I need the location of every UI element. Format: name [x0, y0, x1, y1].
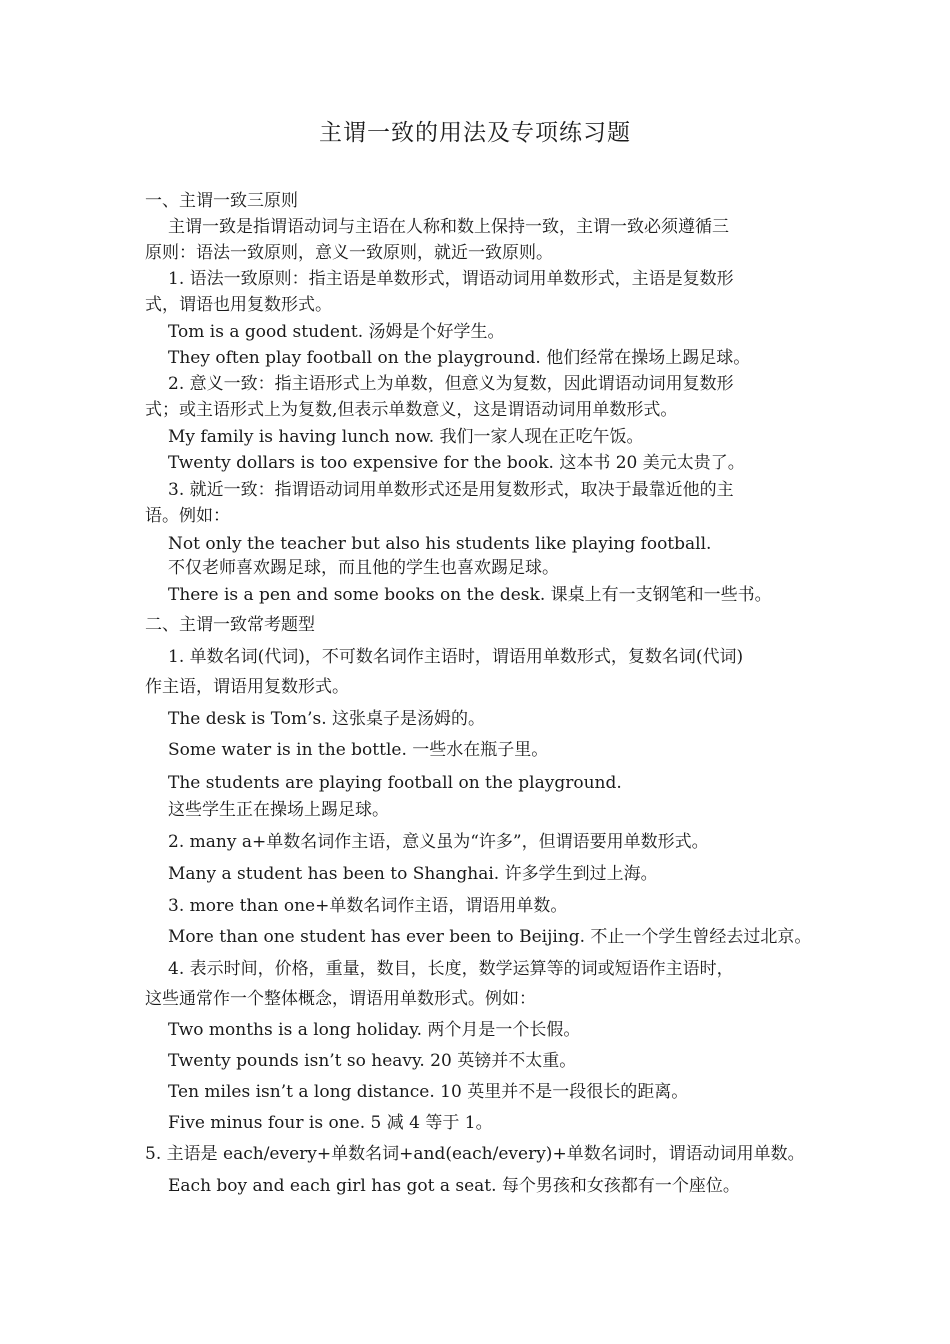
text-line: 主谓一致是指谓语动词与主语在人称和数上保持一致，主谓一致必须遵循三	[168, 217, 729, 237]
text-line: 原则：语法一致原则，意义一致原则，就近一致原则。	[145, 243, 553, 263]
text-line: 3. 就近一致：指谓语动词用单数形式还是用复数形式，取决于最靠近他的主	[168, 480, 734, 500]
section-heading-1: 一、主谓一致三原则	[145, 191, 298, 211]
text-line: 式；或主语形式上为复数,但表示单数意义，这是谓语动词用单数形式。	[145, 400, 678, 420]
section-heading-2: 二、主谓一致常考题型	[145, 615, 315, 635]
example-line: Many a student has been to Shanghai. 许多学生到过上海。	[168, 864, 658, 884]
example-line: They often play football on the playground. 他们经常在操场上踢足球。	[168, 348, 751, 368]
text-line: 2. 意义一致：指主语形式上为单数，但意义为复数，因此谓语动词用复数形	[168, 374, 734, 394]
example-line: Some water is in the bottle. 一些水在瓶子里。	[168, 740, 549, 760]
text-line: 这些通常作一个整体概念，谓语用单数形式。例如：	[145, 989, 536, 1009]
example-line: There is a pen and some books on the desk. 课桌上有一支钢笔和一些书。	[168, 585, 772, 605]
text-line: 1. 单数名词(代词)，不可数名词作主语时，谓语用单数形式，复数名词(代词)	[168, 647, 744, 667]
example-line: More than one student has ever been to Beijing. 不止一个学生曾经去过北京。	[168, 927, 812, 947]
example-line: Twenty pounds isn’t so heavy. 20 英镑并不太重。	[168, 1051, 577, 1071]
text-line: 3. more than one+单数名词作主语，谓语用单数。	[168, 896, 568, 916]
example-line: Twenty dollars is too expensive for the book. 这本书 20 美元太贵了。	[168, 453, 745, 473]
example-line: Two months is a long holiday. 两个月是一个长假。	[168, 1020, 581, 1040]
example-line: The students are playing football on the playground.	[168, 773, 622, 793]
example-line: Ten miles isn’t a long distance. 10 英里并不是一段很长的距离。	[168, 1082, 689, 1102]
example-line: Five minus four is one. 5 减 4 等于 1。	[168, 1113, 493, 1133]
example-line: My family is having lunch now. 我们一家人现在正吃午饭。	[168, 427, 644, 447]
page-title: 主谓一致的用法及专项练习题	[319, 120, 631, 146]
example-line: Not only the teacher but also his students like playing football.	[168, 534, 712, 554]
text-line: 式，谓语也用复数形式。	[145, 295, 332, 315]
text-line: 4. 表示时间，价格，重量，数目，长度，数学运算等的词或短语作主语时，	[168, 959, 734, 979]
text-line: 语。例如：	[145, 506, 230, 526]
text-line: 5. 主语是 each/every+单数名词+and(each/every)+单数名词时，谓语动词用单数。	[145, 1144, 805, 1164]
example-line: 不仅老师喜欢踢足球，而且他的学生也喜欢踢足球。	[168, 558, 559, 578]
example-line: Each boy and each girl has got a seat. 每个男孩和女孩都有一个座位。	[168, 1176, 740, 1196]
text-line: 2. many a+单数名词作主语，意义虽为“许多”，但谓语要用单数形式。	[168, 832, 709, 852]
example-line: The desk is Tom’s. 这张桌子是汤姆的。	[168, 709, 485, 729]
text-line: 作主语，谓语用复数形式。	[145, 677, 349, 697]
example-line: Tom is a good student. 汤姆是个好学生。	[168, 322, 505, 342]
example-line: 这些学生正在操场上踢足球。	[168, 800, 389, 820]
text-line: 1. 语法一致原则：指主语是单数形式，谓语动词用单数形式，主语是复数形	[168, 269, 734, 289]
